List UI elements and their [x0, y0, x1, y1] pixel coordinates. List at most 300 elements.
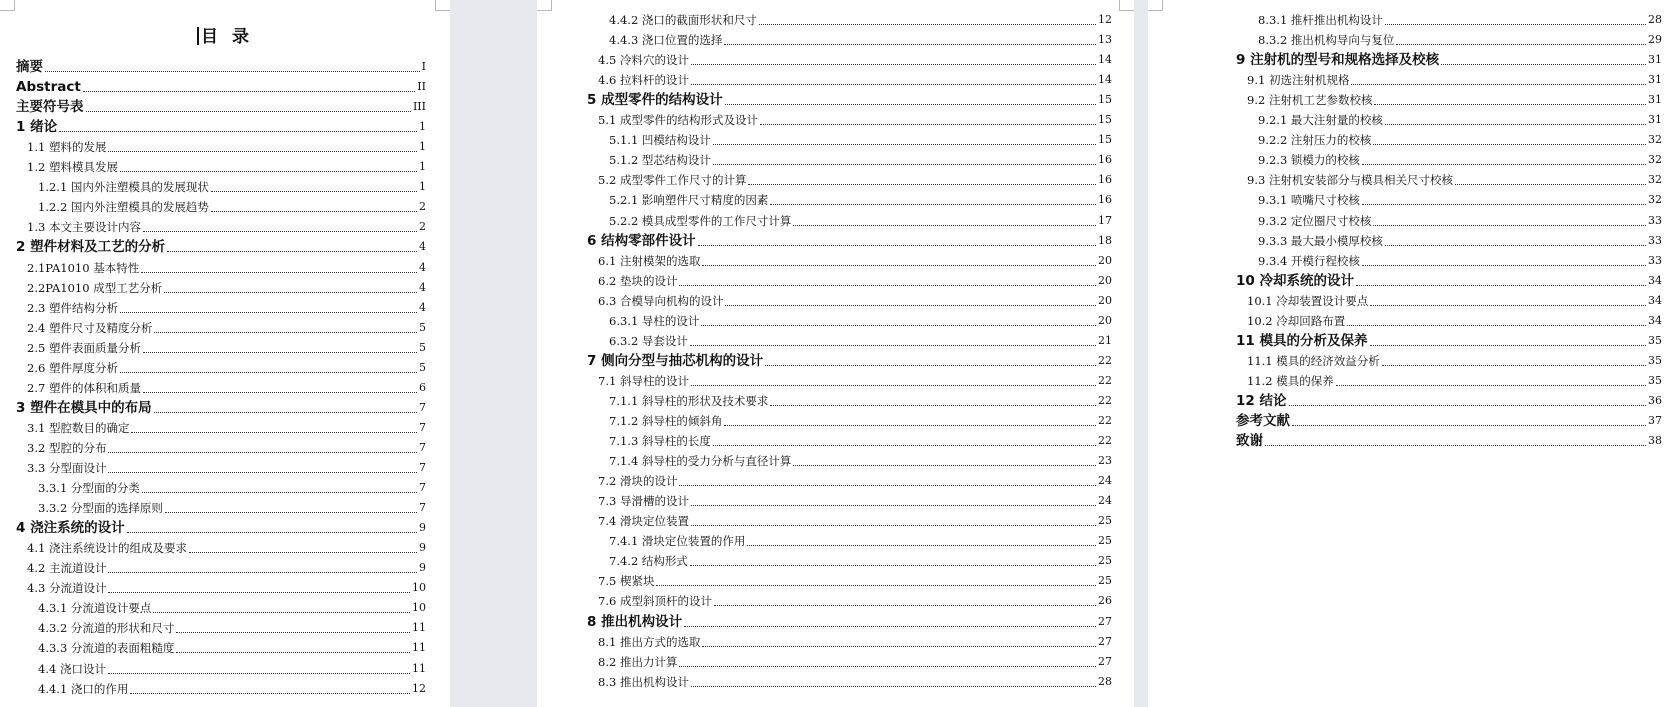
dot-leader	[176, 652, 410, 653]
toc-entry-label: 4.4 浇口设计	[38, 661, 106, 676]
toc-title-text: 目 录	[201, 27, 253, 47]
dot-leader	[1289, 405, 1647, 406]
toc-entry-label: 5.1.1 凹模结构设计	[609, 133, 711, 148]
toc-entry[interactable]	[598, 652, 1112, 672]
dot-leader	[1356, 285, 1646, 286]
toc-entry[interactable]	[38, 177, 426, 197]
toc-entry[interactable]	[1258, 231, 1662, 251]
toc-entry-page-number: 7	[419, 461, 426, 474]
toc-entry[interactable]	[38, 638, 426, 658]
toc-entry[interactable]	[1247, 90, 1662, 110]
toc-entry-page-number: 22	[1098, 373, 1112, 387]
toc-entry[interactable]	[27, 418, 426, 438]
toc-entry-label: 7.4 滑块定位装置	[598, 514, 689, 529]
toc-entry-page-number: 24	[1098, 474, 1112, 488]
dot-leader	[108, 572, 417, 573]
toc-entry[interactable]	[16, 398, 426, 418]
dot-leader	[120, 312, 417, 313]
toc-entry-page-number: 31	[1648, 53, 1662, 67]
toc-entry-page-number: 34	[1648, 293, 1662, 307]
dot-leader	[154, 412, 417, 413]
toc-entry-page-number: 9	[419, 541, 426, 555]
toc-entry-label: 4.4.2 浇口的截面形状和尺寸	[609, 13, 757, 27]
dot-leader	[759, 24, 1096, 25]
toc-entry[interactable]	[38, 659, 426, 679]
toc-entry[interactable]	[38, 598, 426, 618]
toc-entry-label: 6.3 合模导向机构的设计	[598, 293, 724, 308]
toc-entry[interactable]	[609, 130, 1112, 150]
dot-leader	[1441, 64, 1646, 65]
toc-entry-label: 5.2 成型零件工作尺寸的计算	[598, 173, 747, 188]
toc-entry-label: 9.3.4 开模行程校核	[1258, 253, 1360, 268]
toc-entry-label: 9.2.3 锁模力的校核	[1258, 153, 1360, 168]
toc-entry[interactable]	[609, 331, 1112, 351]
dot-leader	[108, 673, 410, 674]
toc-entry[interactable]	[1247, 291, 1662, 311]
toc-entry-label: 8.3.2 推出机构导向与复位	[1258, 33, 1395, 48]
toc-entry[interactable]	[598, 70, 1112, 90]
dot-leader	[176, 632, 410, 633]
toc-entry[interactable]	[27, 157, 426, 177]
dot-leader	[108, 151, 417, 152]
toc-entry-label: 1.2.2 国内外注塑模具的发展趋势	[38, 200, 209, 215]
toc-entry[interactable]	[27, 258, 426, 278]
toc-entry-page-number: 22	[1098, 353, 1112, 367]
toc-entry-page-number: 24	[1098, 494, 1112, 508]
toc-entry-label: 5.2.2 模具成型零件的工作尺寸计算	[609, 213, 792, 228]
toc-entry-page-number: 7	[419, 501, 426, 515]
toc-entry-page-number: 16	[1098, 173, 1112, 187]
toc-entry-page-number: 4	[419, 300, 426, 314]
toc-entry-label: 8.3.1 推杆推出机构设计	[1258, 13, 1383, 27]
toc-entry[interactable]	[609, 411, 1112, 431]
toc-entry-label: 9.3.2 定位圈尺寸校核	[1258, 213, 1372, 228]
toc-entry[interactable]	[598, 371, 1112, 391]
toc-entry[interactable]	[598, 110, 1112, 130]
toc-entry-page-number: 10	[412, 601, 426, 615]
toc-entry-page-number: 17	[1098, 213, 1112, 227]
toc-entry-label: 11.1 模具的经济效益分析	[1247, 353, 1380, 368]
toc-entry[interactable]	[609, 10, 1112, 30]
dot-leader	[747, 545, 1096, 546]
toc-entry-label: 2.5 塑件表面质量分析	[27, 340, 141, 355]
toc-entry[interactable]	[27, 298, 426, 318]
toc-entry-label: 2.2PA1010 成型工艺分析	[27, 280, 163, 295]
toc-entry[interactable]	[38, 197, 426, 217]
toc-entry-label: 2.4 塑件尺寸及精度分析	[27, 320, 153, 335]
toc-entry-page-number: 35	[1648, 353, 1662, 367]
toc-entry-label: 7.1 斜导柱的设计	[598, 373, 689, 388]
dot-leader	[1362, 164, 1646, 165]
toc-entry[interactable]	[598, 271, 1112, 291]
toc-entry-page-number: 20	[1098, 313, 1112, 327]
toc-entry-page-number: 1	[419, 160, 426, 174]
toc-entry-label: 3.2 型腔的分布	[27, 440, 107, 455]
toc-entry[interactable]	[38, 618, 426, 638]
dot-leader	[714, 605, 1096, 606]
toc-entry[interactable]	[598, 50, 1112, 70]
toc-entry-label: 3.1 型腔数目的确定	[27, 420, 130, 435]
dot-leader	[1370, 345, 1647, 346]
toc-entry[interactable]	[1236, 431, 1662, 451]
dot-leader	[1385, 124, 1646, 125]
toc-entry-label: 7.2 滑块的设计	[598, 474, 678, 489]
toc-entry-page-number: 31	[1648, 93, 1662, 107]
toc-entry-page-number: 11	[412, 641, 426, 655]
toc-entry[interactable]	[609, 531, 1112, 551]
toc-entry-page-number: 32	[1648, 153, 1662, 167]
toc-entry-page-number: 14	[1098, 53, 1112, 67]
document-page-2	[537, 0, 1134, 707]
toc-entry[interactable]	[16, 57, 426, 77]
dot-leader	[725, 305, 1096, 306]
toc-entry[interactable]	[38, 679, 426, 699]
toc-entry[interactable]	[1247, 311, 1662, 331]
toc-entry-page-number: 1	[419, 180, 426, 194]
toc-entry-page-number: 7	[419, 420, 426, 434]
toc-entry[interactable]	[1258, 130, 1662, 150]
toc-entry-page-number: 28	[1648, 13, 1662, 26]
toc-entry-label: 9.1 初选注射机规格	[1247, 73, 1350, 88]
toc-entry[interactable]	[598, 491, 1112, 511]
dot-leader	[1455, 184, 1646, 185]
toc-entry[interactable]	[598, 170, 1112, 190]
dot-leader	[1292, 425, 1646, 426]
toc-entry[interactable]	[598, 291, 1112, 311]
toc-entry[interactable]	[1236, 411, 1662, 431]
toc-entry[interactable]	[1258, 251, 1662, 271]
toc-entry-label: 4.3.1 分流道设计要点	[38, 601, 152, 616]
dot-leader	[725, 104, 1096, 105]
toc-entry-page-number: 11	[412, 661, 426, 675]
toc-entry[interactable]	[1258, 211, 1662, 231]
toc-entry-page-number: III	[412, 100, 426, 114]
dot-leader	[142, 492, 417, 493]
dot-leader	[724, 44, 1096, 45]
toc-entry[interactable]	[1258, 10, 1662, 30]
toc-entry-label: 7.1.2 斜导柱的倾斜角	[609, 414, 723, 428]
dot-leader	[59, 131, 417, 132]
dot-leader	[127, 532, 417, 533]
toc-entry-label: 7.3 导滑槽的设计	[598, 494, 689, 509]
toc-entry-page-number: 10	[412, 581, 426, 595]
toc-entry[interactable]	[609, 551, 1112, 571]
toc-entry-label: 9.3.1 喷嘴尺寸校核	[1258, 193, 1360, 208]
dot-leader	[713, 164, 1096, 165]
toc-entry-label: 6.2 垫块的设计	[598, 273, 678, 288]
toc-entry-page-number: 20	[1098, 273, 1112, 287]
toc-entry-label: 2.6 塑件厚度分析	[27, 360, 118, 375]
toc-entry-page-number: II	[417, 80, 426, 94]
toc-entry[interactable]	[609, 431, 1112, 451]
toc-entry-page-number: 23	[1098, 454, 1112, 468]
toc-entry[interactable]	[609, 211, 1112, 231]
toc-entry-label: 4.3.3 分流道的表面粗糙度	[38, 641, 175, 656]
toc-entry[interactable]	[1258, 110, 1662, 130]
dot-leader	[83, 91, 415, 92]
toc-entry-label: 11.2 模具的保养	[1247, 373, 1334, 388]
toc-entry[interactable]	[16, 237, 426, 257]
dot-leader	[108, 592, 410, 593]
toc-entry-page-number: 38	[1648, 434, 1662, 448]
toc-entry-page-number: 34	[1648, 313, 1662, 327]
toc-entry-label: 参考文献	[1236, 413, 1290, 429]
dot-leader	[1373, 225, 1646, 226]
text-cursor	[197, 27, 199, 45]
toc-entry[interactable]	[609, 150, 1112, 170]
toc-entry-page-number: 37	[1648, 414, 1662, 427]
toc-entry-label: 9 注射机的型号和规格选择及校核	[1236, 52, 1440, 69]
toc-entry[interactable]	[1236, 271, 1662, 291]
dot-leader	[702, 265, 1096, 266]
toc-entry[interactable]	[16, 97, 426, 117]
toc-entry[interactable]	[27, 378, 426, 398]
toc-entry[interactable]	[27, 358, 426, 378]
toc-entry-label: 4.1 浇注系统设计的组成及要求	[27, 541, 187, 556]
toc-entry[interactable]	[598, 571, 1112, 591]
toc-entry[interactable]	[27, 458, 426, 478]
dot-leader	[724, 425, 1096, 426]
dot-leader	[702, 646, 1096, 647]
toc-entry-label: 3.3.2 分型面的选择原则	[38, 501, 163, 516]
toc-entry-page-number: 20	[1098, 293, 1112, 307]
dot-leader	[86, 111, 411, 112]
toc-entry-page-number: 16	[1098, 193, 1112, 207]
toc-entry-page-number: 4	[419, 240, 426, 254]
toc-entry-page-number: 34	[1648, 273, 1662, 287]
dot-leader	[120, 171, 417, 172]
dot-leader	[108, 472, 417, 473]
toc-entry-label: 5.2.1 影响塑件尺寸精度的因素	[609, 193, 769, 208]
toc-entry-label: 10 冷却系统的设计	[1236, 272, 1354, 289]
toc-entry[interactable]	[587, 231, 1112, 251]
toc-entry-label: 8.3 推出机构设计	[598, 674, 689, 689]
toc-entry-label: 5 成型零件的结构设计	[587, 92, 723, 109]
toc-entry[interactable]	[1236, 331, 1662, 351]
toc-entry-label: 7.4.2 结构形式	[609, 554, 688, 569]
toc-entry[interactable]	[27, 558, 426, 578]
toc-entry-page-number: 33	[1648, 253, 1662, 267]
toc-entry-page-number: 4	[419, 280, 426, 294]
toc-entry-page-number: 4	[419, 260, 426, 274]
dot-leader	[108, 452, 417, 453]
toc-entry-label: 7.6 成型斜顶杆的设计	[598, 594, 712, 609]
toc-entry-label: 7.1.3 斜导柱的长度	[609, 434, 711, 449]
dot-leader	[1362, 204, 1646, 205]
toc-entry-page-number: 22	[1098, 393, 1112, 407]
toc-entry-label: 4.3 分流道设计	[27, 581, 107, 596]
toc-entry[interactable]	[38, 498, 426, 518]
crop-mark	[1148, 0, 1163, 11]
toc-entry[interactable]	[609, 30, 1112, 50]
toc-entry-label: 4.4.1 浇口的作用	[38, 681, 129, 696]
toc-entry[interactable]	[27, 278, 426, 298]
toc-entry[interactable]	[587, 612, 1112, 632]
toc-entry-page-number: 27	[1098, 614, 1112, 628]
dot-leader	[1362, 265, 1646, 266]
toc-entry-page-number: 9	[419, 561, 426, 575]
toc-entry-page-number: 27	[1098, 654, 1112, 668]
dot-leader	[770, 204, 1096, 205]
toc-entry-label: 4.6 拉料杆的设计	[598, 73, 689, 88]
dot-leader	[691, 525, 1096, 526]
toc-entry-page-number: 27	[1098, 634, 1112, 648]
dot-leader	[691, 84, 1096, 85]
toc-entry-label: 9.2 注射机工艺参数校核	[1247, 93, 1373, 108]
toc-entry-page-number: 31	[1648, 113, 1662, 127]
toc-entry-page-number: 21	[1098, 333, 1112, 347]
toc-entry[interactable]	[598, 511, 1112, 531]
toc-entry-label: 主要符号表	[16, 99, 84, 116]
toc-entry-label: 1 绪论	[16, 119, 58, 136]
dot-leader	[748, 184, 1096, 185]
toc-entry[interactable]	[27, 338, 426, 358]
toc-entry-page-number: 15	[1098, 93, 1112, 107]
toc-entry-page-number: 14	[1098, 73, 1112, 87]
toc-entry-page-number: 26	[1098, 594, 1112, 608]
toc-entry-page-number: 2	[419, 200, 426, 214]
toc-entry[interactable]	[27, 438, 426, 458]
toc-entry-label: 4.3.2 分流道的形状和尺寸	[38, 621, 175, 636]
toc-title[interactable]	[0, 22, 450, 47]
dot-leader	[770, 405, 1096, 406]
toc-entry[interactable]	[1247, 170, 1662, 190]
toc-entry-page-number: 15	[1098, 113, 1112, 127]
toc-entry[interactable]	[598, 251, 1112, 271]
toc-entry-page-number: 5	[419, 360, 426, 374]
dot-leader	[698, 245, 1096, 246]
toc-entry[interactable]	[1258, 190, 1662, 210]
toc-entry[interactable]	[16, 77, 426, 97]
toc-entry-page-number: 32	[1648, 173, 1662, 187]
toc-entry[interactable]	[587, 351, 1112, 371]
dot-leader	[143, 352, 417, 353]
toc-entry-label: 9.3 注射机安装部分与模具相关尺寸校核	[1247, 173, 1453, 188]
toc-entry-label: 2.3 塑件结构分析	[27, 300, 118, 315]
dot-leader	[690, 345, 1096, 346]
dot-leader	[143, 231, 417, 232]
dot-leader	[1374, 104, 1646, 105]
crop-mark	[537, 0, 552, 11]
dot-leader	[1373, 144, 1646, 145]
toc-entry-label: 1.1 塑料的发展	[27, 140, 107, 155]
dot-leader	[1385, 245, 1646, 246]
dot-leader	[211, 211, 417, 212]
toc-entry[interactable]	[38, 478, 426, 498]
toc-entry-page-number: 13	[1098, 33, 1112, 47]
dot-leader	[153, 612, 410, 613]
toc-entry-page-number: 32	[1648, 193, 1662, 207]
crop-mark	[435, 0, 450, 11]
toc-entry[interactable]	[27, 538, 426, 558]
dot-leader	[1351, 84, 1646, 85]
toc-entry-label: 10.1 冷却装置设计要点	[1247, 293, 1369, 308]
dot-leader	[793, 225, 1096, 226]
toc-entry-page-number: 6	[419, 380, 426, 394]
dot-leader	[167, 251, 417, 252]
toc-entry-label: Abstract	[16, 79, 81, 96]
dot-leader	[45, 71, 420, 72]
toc-entry[interactable]	[1258, 150, 1662, 170]
toc-entry-page-number: 16	[1098, 153, 1112, 167]
toc-entry[interactable]	[27, 217, 426, 237]
toc-entry-page-number: 25	[1098, 554, 1112, 568]
dot-leader	[691, 686, 1096, 687]
toc-entry-page-number: I	[421, 60, 426, 73]
dot-leader	[189, 552, 417, 553]
toc-entry-label: 11 模具的分析及保养	[1236, 332, 1368, 349]
toc-entry[interactable]	[1258, 30, 1662, 50]
toc-entry[interactable]	[609, 451, 1112, 471]
toc-entry-label: 7 侧向分型与抽芯机构的设计	[587, 352, 764, 369]
toc-entry[interactable]	[27, 578, 426, 598]
toc-entry-label: 8 推出机构设计	[587, 613, 683, 630]
toc-entry-label: 摘要	[16, 59, 43, 75]
toc-entry-label: 7.1.4 斜导柱的受力分析与直径计算	[609, 454, 792, 469]
toc-entry-label: 2 塑件材料及工艺的分析	[16, 239, 166, 256]
dot-leader	[765, 365, 1096, 366]
toc-entry-page-number: 33	[1648, 233, 1662, 247]
toc-entry[interactable]	[598, 591, 1112, 611]
toc-entry-page-number: 35	[1648, 373, 1662, 387]
dot-leader	[760, 124, 1096, 125]
toc-entry[interactable]	[16, 518, 426, 538]
toc-entry[interactable]	[1247, 351, 1662, 371]
toc-entry-label: 1.2 塑料模具发展	[27, 160, 118, 175]
toc-entry-label: 12 结论	[1236, 392, 1287, 409]
toc-entry-page-number: 32	[1648, 133, 1662, 147]
toc-entry[interactable]	[27, 318, 426, 338]
dot-leader	[211, 191, 417, 192]
toc-entry[interactable]	[1236, 50, 1662, 70]
dot-leader	[141, 272, 417, 273]
toc-entry[interactable]	[598, 632, 1112, 652]
dot-leader	[713, 144, 1096, 145]
toc-entry-page-number: 5	[419, 340, 426, 354]
toc-entry[interactable]	[598, 672, 1112, 692]
dot-leader	[154, 332, 417, 333]
toc-entry[interactable]	[609, 391, 1112, 411]
toc-entry-page-number: 20	[1098, 253, 1112, 267]
toc-entry[interactable]	[609, 190, 1112, 210]
toc-entry-page-number: 25	[1098, 574, 1112, 588]
dot-leader	[143, 392, 417, 393]
dot-leader	[691, 385, 1096, 386]
toc-entry-page-number: 25	[1098, 534, 1112, 548]
toc-entry-label: 3.3 分型面设计	[27, 461, 107, 475]
toc-entry-label: 6 结构零部件设计	[587, 232, 696, 249]
toc-entry[interactable]	[1247, 371, 1662, 391]
toc-entry[interactable]	[609, 311, 1112, 331]
toc-entry-page-number: 36	[1648, 393, 1662, 407]
toc-entry-label: 7.1.1 斜导柱的形状及技术要求	[609, 393, 769, 408]
toc-entry-page-number: 31	[1648, 73, 1662, 87]
toc-entry-label: 6.1 注射模架的选取	[598, 253, 701, 268]
toc-entry-page-number: 35	[1648, 333, 1662, 347]
toc-entry-label: 9.2.1 最大注射量的校核	[1258, 113, 1383, 128]
dot-leader	[1382, 365, 1646, 366]
document-page-1	[0, 0, 450, 707]
toc-entry[interactable]	[27, 137, 426, 157]
toc-entry-label: 4 浇注系统的设计	[16, 520, 125, 537]
toc-entry[interactable]	[587, 90, 1112, 110]
document-page-3	[1148, 0, 1674, 707]
toc-entry[interactable]	[16, 117, 426, 137]
toc-entry-label: 3 塑件在模具中的布局	[16, 399, 152, 416]
toc-entry[interactable]	[598, 471, 1112, 491]
toc-entry[interactable]	[1236, 391, 1662, 411]
toc-entry[interactable]	[1247, 70, 1662, 90]
